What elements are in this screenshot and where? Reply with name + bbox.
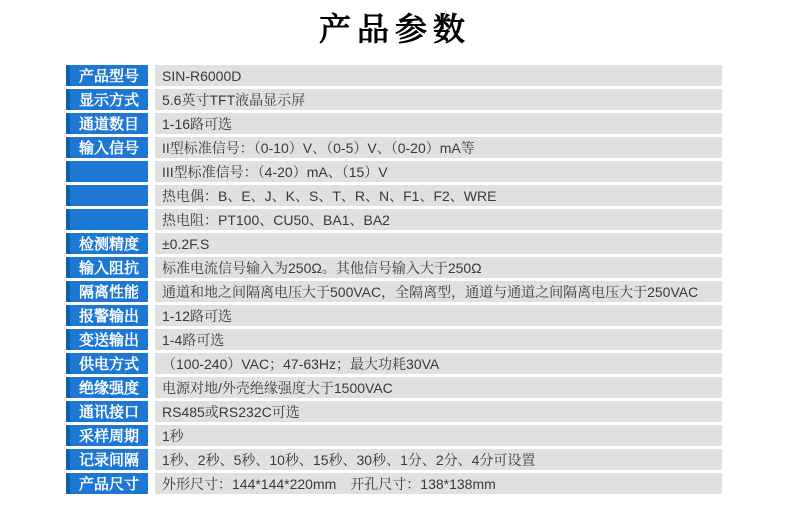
column-divider bbox=[148, 209, 155, 230]
spec-value: 外形尺寸：144*144*220mm 开孔尺寸：138*138mm bbox=[155, 473, 722, 494]
spec-value: III型标准信号：（4-20）mA、（15）V bbox=[155, 161, 722, 182]
spec-label: 输入阻抗 bbox=[66, 257, 148, 278]
spec-label: 报警输出 bbox=[66, 305, 148, 326]
spec-label-empty bbox=[66, 161, 148, 182]
spec-label: 隔离性能 bbox=[66, 281, 148, 302]
table-row-display-mode bbox=[66, 89, 722, 110]
spec-value: 5.6英寸TFT液晶显示屏 bbox=[155, 89, 722, 110]
page-title: 产品参数 bbox=[318, 11, 471, 47]
column-divider bbox=[148, 185, 155, 206]
table-row-sampling-period bbox=[66, 425, 722, 446]
column-divider bbox=[148, 449, 155, 470]
spec-value: 1秒、2秒、5秒、10秒、15秒、30秒、1分、2分、4分可设置 bbox=[155, 449, 722, 470]
table-row-insulation bbox=[66, 377, 722, 398]
spec-label: 供电方式 bbox=[66, 353, 148, 374]
column-divider bbox=[148, 137, 155, 158]
spec-value: 热电偶：B、E、J、K、S、T、R、N、F1、F2、WRE bbox=[155, 185, 722, 206]
spec-value: 热电阻：PT100、CU50、BA1、BA2 bbox=[155, 209, 722, 230]
column-divider bbox=[148, 233, 155, 254]
spec-label: 通讯接口 bbox=[66, 401, 148, 422]
column-divider bbox=[148, 113, 155, 134]
spec-label: 通道数目 bbox=[66, 113, 148, 134]
spec-value: 1-12路可选 bbox=[155, 305, 722, 326]
column-divider bbox=[148, 161, 155, 182]
column-divider bbox=[148, 473, 155, 494]
column-divider bbox=[148, 377, 155, 398]
table-row-accuracy bbox=[66, 233, 722, 254]
table-row-input-impedance bbox=[66, 257, 722, 278]
column-divider bbox=[148, 305, 155, 326]
table-row-alarm-output bbox=[66, 305, 722, 326]
table-row-input-signal-2 bbox=[66, 161, 722, 182]
column-divider bbox=[148, 257, 155, 278]
table-row-record-interval bbox=[66, 449, 722, 470]
spec-value: 1秒 bbox=[155, 425, 722, 446]
table-row-channel-count bbox=[66, 113, 722, 134]
spec-label: 输入信号 bbox=[66, 137, 148, 158]
spec-value: II型标准信号：（0-10）V、（0-5）V、（0-20）mA等 bbox=[155, 137, 722, 158]
table-row-transmit-output bbox=[66, 329, 722, 350]
table-row-thermocouple bbox=[66, 185, 722, 206]
table-row-power-supply bbox=[66, 353, 722, 374]
spec-label: 绝缘强度 bbox=[66, 377, 148, 398]
spec-value: 1-4路可选 bbox=[155, 329, 722, 350]
spec-value: 通道和地之间隔离电压大于500VAC，全隔离型，通道与通道之间隔离电压大于250VAC bbox=[155, 281, 722, 302]
spec-value: ±0.2F.S bbox=[155, 233, 722, 254]
table-row-rtd bbox=[66, 209, 722, 230]
spec-value: RS485或RS232C可选 bbox=[155, 401, 722, 422]
column-divider bbox=[148, 401, 155, 422]
spec-label: 显示方式 bbox=[66, 89, 148, 110]
spec-value: 1-16路可选 bbox=[155, 113, 722, 134]
spec-table bbox=[66, 65, 722, 494]
spec-value: SIN-R6000D bbox=[155, 65, 722, 86]
column-divider bbox=[148, 89, 155, 110]
table-row-product-size bbox=[66, 473, 722, 494]
spec-label: 检测精度 bbox=[66, 233, 148, 254]
spec-label-empty bbox=[66, 185, 148, 206]
table-row-isolation bbox=[66, 281, 722, 302]
table-row-product-model bbox=[66, 65, 722, 86]
spec-label-empty bbox=[66, 209, 148, 230]
column-divider bbox=[148, 281, 155, 302]
spec-value: 标准电流信号输入为250Ω。其他信号输入大于250Ω bbox=[155, 257, 722, 278]
spec-value: （100-240）VAC；47-63Hz；最大功耗30VA bbox=[155, 353, 722, 374]
column-divider bbox=[148, 329, 155, 350]
column-divider bbox=[148, 425, 155, 446]
table-row-input-signal bbox=[66, 137, 722, 158]
spec-label: 采样周期 bbox=[66, 425, 148, 446]
spec-label: 产品型号 bbox=[66, 65, 148, 86]
column-divider bbox=[148, 353, 155, 374]
spec-label: 记录间隔 bbox=[66, 449, 148, 470]
spec-label: 变送输出 bbox=[66, 329, 148, 350]
spec-label: 产品尺寸 bbox=[66, 473, 148, 494]
column-divider bbox=[148, 65, 155, 86]
spec-value: 电源对地/外壳绝缘强度大于1500VAC bbox=[155, 377, 722, 398]
table-row-comm-interface bbox=[66, 401, 722, 422]
